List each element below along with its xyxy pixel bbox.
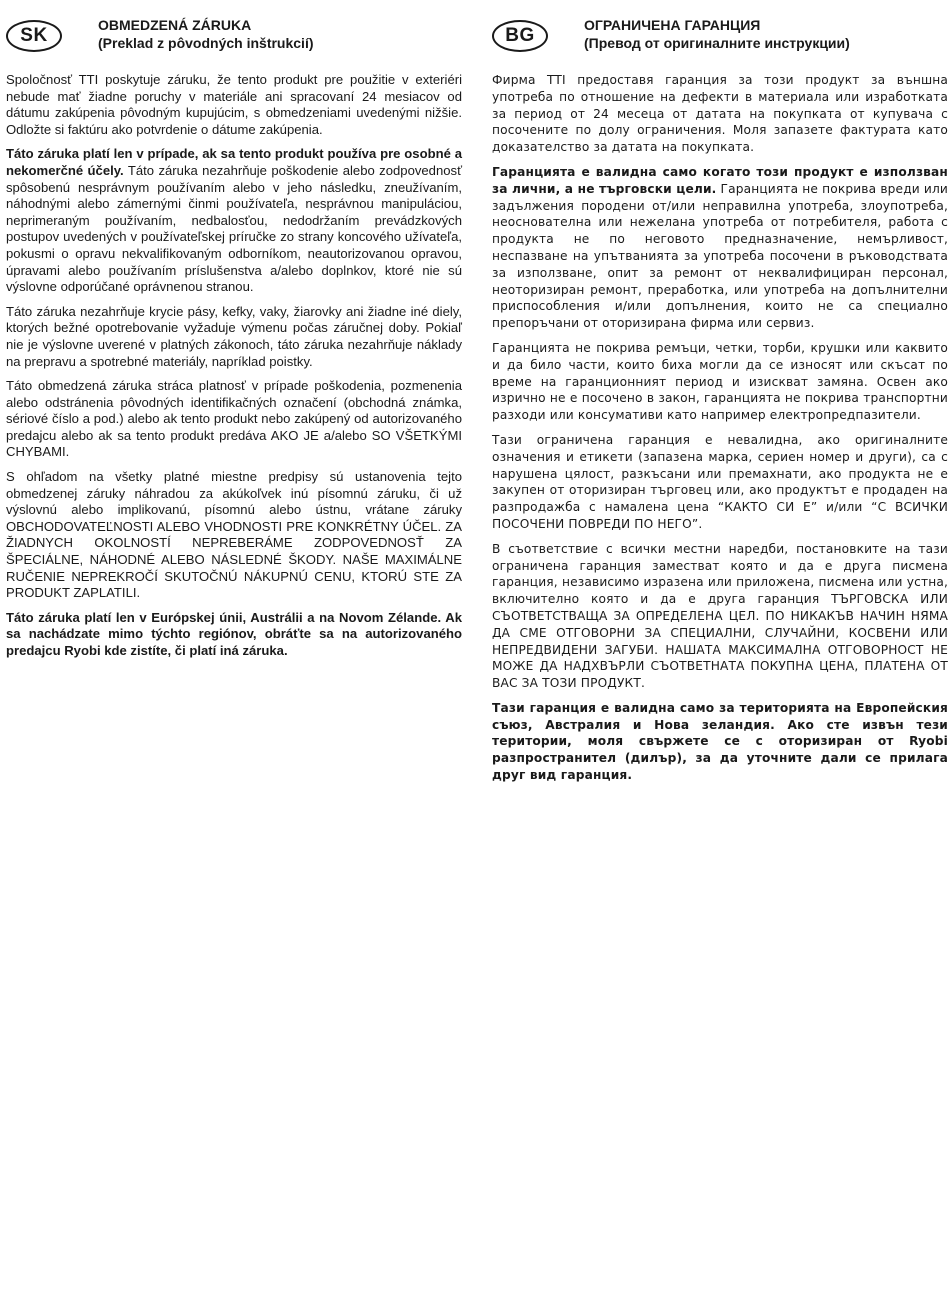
paragraph-exclusions-body-sk: Táto záruka nezahrňuje poškodenie alebo zodpovednosť spôsobenú nesprávnym používaním alebo v jeho následku, zneužívaním, náhodnými alebo zámernými činmi používateľa, nesprávnou manipuláciou, neprimeraným používaním, nedbalosťou, nedodržaním prevádzkových postupov uvedených v používateľskej príručke zo strany koncového užívateľa, pokusmi o opravu nekvalifikovaným odborníkom, neautorizovanou opravou, úpravami alebo používaním príslušenstva a/alebo doplnkov, ktoré nie sú výslovne odporúčané oprávnenou stranou. bbox=[6, 162, 462, 295]
language-badge-bg: BG bbox=[492, 20, 548, 52]
title-block-sk bbox=[98, 16, 314, 52]
paragraph-exclusions-lead-sk: Táto záruka platí len v prípade, ak sa tento produkt používa pre osobné a nekomerčné účely. bbox=[6, 146, 462, 178]
paragraph-liability-sk: S ohľadom na všetky platné miestne predpisy sú ustanovenia tejto obmedzenej záruky náhradou za akúkoľvek inú písomnú záruku, či už výslovnú alebo implikovanú, písomnú alebo ústnu, vrátane záruky OBCHODOVATEĽNOSTI ALEBO VHODNOSTI PRE KONKRÉTNY ÚČEL. ZA ŽIADNYCH OKOLNOSTÍ NEPREBERÁME ZODPOVEDNOSŤ ZA ŠPECIÁLNE, NÁHODNÉ ALEBO NÁSLEDNÉ ŠKODY. NAŠE MAXIMÁLNE RUČENIE NEPREKROČÍ SKUTOČNÚ NÁKUPNÚ CENU, KTORÚ STE ZA PRODUKT ZAPLATILI. bbox=[6, 469, 462, 601]
section-title-bg: ОГРАНИЧЕНА ГАРАНЦИЯ bbox=[584, 17, 761, 33]
paragraph-territory-bg: Тази гаранция е валидна само за територията на Европейския съюз, Австралия и Нова зеландия. Ако сте извън тези територии, моля свържете се с оторизиран от Ryobi разпространител (дилър), за да уточните дали се прилага друг вид гаранция. bbox=[492, 700, 948, 783]
section-subtitle-sk: (Preklad z pôvodných inštrukcií) bbox=[98, 35, 314, 51]
paragraph-exclusions-bg bbox=[492, 164, 948, 332]
paragraph-void-conditions-bg: Тази ограничена гаранция е невалидна, ако оригиналните означения и етикети (запазена марка, сериен номер и други), са с нарушена цялост, разкъсани или премахнати, ако продукта не е закупен от оторизиран търговец или, ако продуктът е продаден на разпродажба с намалена цена “КАКТО СИ Е” и/или “С ВСИЧКИ ПОСОЧЕНИ ПОВРЕДИ ПО НЕГО”. bbox=[492, 432, 948, 531]
paragraph-void-conditions-sk: Táto obmedzená záruka stráca platnosť v prípade poškodenia, pozmenenia alebo odstránenia pôvodných identifikačných označení (obchodná známka, sériové číslo a pod.) alebo ak tento produkt nebo zakúpený od autorizovaného predajcu alebo ak sa tento produkt predáva AKO JE a/alebo SO VŠETKÝMI CHYBAMI. bbox=[6, 378, 462, 460]
section-title-sk: OBMEDZENÁ ZÁRUKA bbox=[98, 17, 252, 33]
paragraph-territory-sk: Táto záruka platí len v Európskej únii, Austrálii a na Novom Zélande. Ak sa nachádzate mimo týchto regiónov, obráťte sa na autorizovaného predajcu Ryobi kde zistíte, či platí iná záruka. bbox=[6, 609, 462, 658]
paragraph-warranty-period-bg: Фирма TTI предоставя гаранция за този продукт за външна употреба по отношение на дефекти в материала или изработката за период от 24 месеца от датата на покупката от купувача с посочените по долу ограничения. Моля запазете фактурата като доказателство за датата на покупката. bbox=[492, 73, 948, 155]
paragraph-liability-bg: В съответствие с всички местни наредби, постановките на тази ограничена гаранция заместват която и да е друга писмена гаранция, независимо изразена или приложена, писмена или устна, включително която и да е друга гаранция ТЪРГОВСКА ИЛИ СЪОТВЕТСТВАЩА ЗА ОПРЕДЕЛЕНА ЦЕЛ. ПО НИКАКЪВ НАЧИН НЯМА ДА СМЕ ОТГОВОРНИ ЗА СПЕЦИАЛНИ, СЛУЧАЙНИ, КОСВЕНИ ИЛИ НЕПРЕДВИДЕНИ ЗАГУБИ. НАШАТА МАКСИМАЛНА ОТГОВОРНОСТ НЕ МОЖЕ ДА НАДХВЪРЛИ СЪОТВЕТНАТА ПОКУПНА ЦЕНА, ПЛАТЕНА ОТ ВАС ЗА ТОЗИ ПРОДУКТ. bbox=[492, 541, 948, 691]
title-block-bg bbox=[584, 16, 850, 52]
warranty-column-bg bbox=[492, 14, 948, 792]
paragraph-wear-parts-sk: Táto záruka nezahrňuje krycie pásy, kefky, vaky, žiarovky ani žiadne iné diely, ktorých bežné opotrebovanie vyžaduje výmenu počas záručnej doby. Pokiaľ nie je výslovne uverené v platných zákonoch, táto záruka nezahrňuje náklady na prepravu a spotrebné materiály, napríklad poistky. bbox=[6, 303, 462, 369]
paragraph-exclusions-lead-bg: Гаранцията е валидна само когато този продукт е използван за лични, а не търговски цели. bbox=[492, 164, 948, 196]
paragraph-warranty-period-sk: Spoločnosť TTI poskytuje záruku, že tento produkt pre použitie v exteriéri nebude mať žiadne poruchy v materiále ani spracovaní 24 mesiacov od dátumu zakúpenia pôvodným kupujúcim, s obmedzeniami uvedenými nižšie. Odložte si faktúru ako potvrdenie o dátume zakúpenia. bbox=[6, 72, 462, 137]
paragraph-exclusions-body-bg: Гаранцията не покрива вреди или задължения породени от/или неправилна употреба, злоупотреба, неоснователна или нежелана употреба от потребителя, работа с продукта не по неговото предназначение, немърливост, неспазване на упътванията за употреба посочени в ръководствата за използване, опит за ремонт от неквалифициран персонал, неоторизиран ремонт, преработка, или употреба на допълнителни приспособления и/или допълнения, които не са специално препоръчани от оторизирана фирма или сервиз. bbox=[492, 181, 948, 331]
section-header-bg bbox=[492, 14, 948, 58]
paragraph-exclusions-sk bbox=[6, 146, 462, 295]
section-subtitle-bg: (Превод от оригиналните инструкции) bbox=[584, 35, 850, 51]
section-header-sk bbox=[6, 14, 462, 58]
paragraph-wear-parts-bg: Гаранцията не покрива ремъци, четки, торби, крушки или каквито и да било части, които биха могли да се износят или скъсат по време на гаранционният период и изискват замяна. Освен ако изрично не е посочено в закон, гаранцията не покрива транспортни разходи или консумативи като например електропредпазители. bbox=[492, 340, 948, 423]
language-badge-sk: SK bbox=[6, 20, 62, 52]
warranty-column-sk bbox=[6, 14, 462, 668]
